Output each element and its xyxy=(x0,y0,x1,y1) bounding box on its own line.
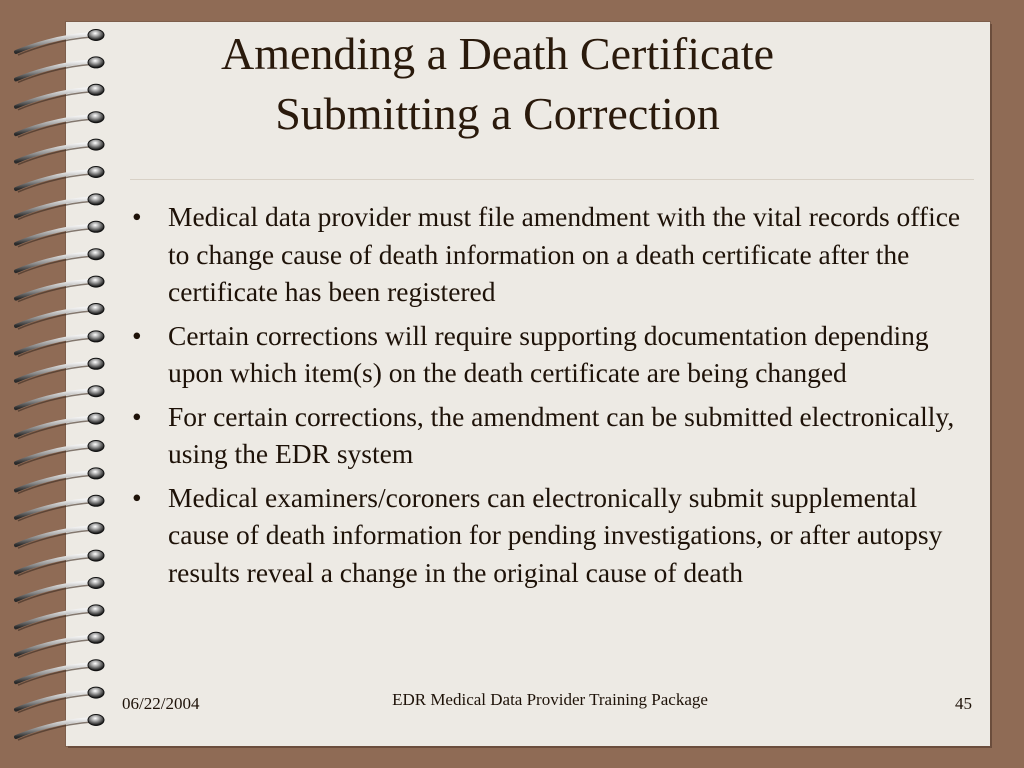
bullet-text: Certain corrections will require supporting documentation depending upon which item(s) on the death certificate are being changed xyxy=(168,319,929,388)
spiral-ring-icon xyxy=(16,715,104,741)
spiral-ring-icon xyxy=(16,304,104,330)
title-divider xyxy=(130,179,974,180)
spiral-ring-icon xyxy=(16,578,104,604)
spiral-ring-icon xyxy=(16,276,104,302)
spiral-ring-icon xyxy=(16,194,104,220)
bullet-item xyxy=(130,479,970,592)
spiral-ring-icon xyxy=(16,221,104,247)
spiral-ring-icon xyxy=(16,523,104,549)
spiral-ring-icon xyxy=(16,687,104,713)
spiral-ring-icon xyxy=(16,468,104,494)
bullet-list xyxy=(130,198,970,597)
page-number: 45 xyxy=(955,694,972,713)
bullet-marker: • xyxy=(132,481,142,513)
spiral-ring-icon xyxy=(16,167,104,193)
bullet-text: For certain corrections, the amendment can be submitted electronically, using the EDR system xyxy=(168,400,955,469)
spiral-ring-icon xyxy=(16,632,104,658)
spiral-ring-icon xyxy=(16,495,104,521)
footer-title: EDR Medical Data Provider Training Package xyxy=(392,690,708,709)
bullet-marker: • xyxy=(132,201,142,232)
bullet-text: Medical examiners/coroners can electronically submit supplemental cause of death information for pending investigations, or after autopsy results reveal a change in the original cause of death xyxy=(168,481,943,588)
bullet-item xyxy=(130,398,970,473)
spiral-ring-icon xyxy=(16,331,104,357)
bullet-item xyxy=(130,317,970,392)
spiral-ring-icon xyxy=(16,386,104,412)
title-line-2: Submitting a Correction xyxy=(275,88,720,139)
spiral-ring-icon xyxy=(16,660,104,686)
title-line-1: Amending a Death Certificate xyxy=(220,28,775,79)
bullet-marker: • xyxy=(132,319,142,351)
bullet-text: Medical data provider must file amendment with the vital records office to change cause of death information on a death certificate after the certificate has been registered xyxy=(168,201,961,307)
footer-date: 06/22/2004 xyxy=(122,694,200,713)
bullet-item xyxy=(130,198,970,311)
spiral-ring-icon xyxy=(16,413,104,439)
spiral-ring-icon xyxy=(16,358,104,384)
spiral-ring-icon xyxy=(16,441,104,467)
spiral-ring-icon xyxy=(16,550,104,576)
slide-title xyxy=(70,24,925,144)
spiral-ring-icon xyxy=(16,605,104,631)
bullet-marker: • xyxy=(132,400,142,432)
spiral-ring-icon xyxy=(16,249,104,275)
